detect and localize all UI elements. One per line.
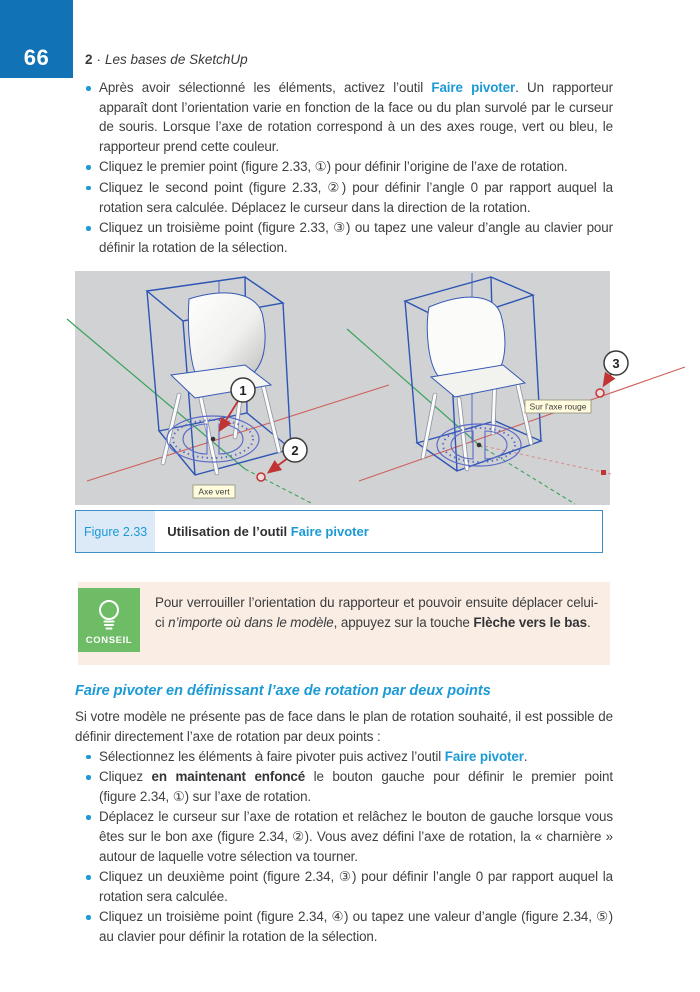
content-column: [75, 78, 620, 946]
rotation-origin-point: [477, 443, 482, 448]
list-item: [75, 867, 613, 906]
bullet-marker: [86, 165, 91, 170]
bullet-marker: [86, 875, 91, 880]
key-name: Flèche vers le bas: [473, 615, 587, 631]
bullet-text: Cliquez un troisième point (figure 2.33, ③) ou tapez une valeur d’angle au clavier pour définir la rotation de la sélection.: [99, 220, 613, 255]
list-item: [75, 767, 613, 806]
bullet-text-bold: en maintenant enfoncé: [151, 769, 306, 785]
tip-segment-italic: n’importe où dans le modèle: [168, 615, 334, 631]
bullet-text: Cliquez un deuxième point (figure 2.34, ③) pour définir l’angle 0 par rapport auquel la rotation sera calculée.: [99, 869, 613, 904]
figure-caption: [75, 510, 603, 553]
bullet-text: Cliquez le second point (figure 2.33, ②) pour définir l’angle 0 par rapport auquel la rotation sera calculée. Déplacez le curseur dans la direction de la rotation.: [99, 179, 613, 215]
bullet-marker: [86, 755, 91, 760]
chapter-number: 2: [85, 52, 93, 67]
page-header: [0, 0, 700, 78]
page-number: 66: [0, 0, 73, 78]
bullet-text: Cliquez un troisième point (figure 2.34, ④) ou tapez une valeur d’angle (figure 2.34, ⑤) au clavier pour définir la rotation de la sélection.: [99, 909, 613, 944]
callout-3-number: 3: [612, 356, 620, 372]
list-item: [75, 747, 613, 767]
list-item: [75, 218, 613, 257]
chapter-separator: ·: [96, 52, 102, 67]
sketchup-screenshot: [75, 271, 620, 505]
bullet-text: Déplacez le curseur sur l’axe de rotation et relâchez le bouton de gauche lorsque vous êtes sur le bon axe (figure 2.34, ②). Vous avez défini l’axe de rotation, la « charnière » autour de laquelle votre sélection va tourner.: [99, 809, 613, 864]
rotation-origin-point: [211, 437, 216, 442]
section-heading: Faire pivoter en définissant l’axe de rotation par deux points: [75, 683, 491, 700]
section-intro-paragraph: Si votre modèle ne présente pas de face dans le plan de rotation souhaité, il est possible de définir directement l’axe de rotation par deux points :: [75, 709, 613, 744]
tip-badge-label: CONSEIL: [85, 635, 133, 647]
list-item: [75, 907, 613, 946]
tooltip-axe-vert-label: Axe vert: [198, 486, 230, 497]
list-item: [75, 157, 613, 177]
bullet-marker: [86, 186, 91, 191]
bullet-marker: [86, 915, 91, 920]
tooltip-axe-vert: [193, 485, 235, 498]
list-item: [75, 807, 613, 866]
list-item: [75, 78, 613, 156]
list-item: [75, 178, 613, 217]
tip-segment: , appuyez sur la touche: [333, 615, 474, 631]
snap-point-2: [257, 473, 265, 481]
tip-badge: [78, 588, 140, 652]
callout-2-number: 2: [291, 443, 299, 459]
bullet-marker: [86, 86, 91, 91]
running-head: [85, 52, 248, 67]
bullet-text: . Un rapporteur apparaît dont l’orientation varie en fonction de la face ou du plan survolé par le curseur de souris. Lorsque l’axe de rotation correspond à un des axes rouge, vert ou bleu, le rapporteur prend cette couleur.: [99, 80, 613, 154]
tooltip-sur-laxe-rouge: [525, 400, 591, 413]
tool-name-link: Faire pivoter: [444, 748, 524, 764]
section-bullet-list: [75, 747, 613, 947]
tool-name-link: Faire pivoter: [431, 80, 516, 95]
figure-2-33-image: [75, 271, 620, 505]
bullet-text: le bouton gauche pour définir le premier point (figure 2.34, ①) sur l’axe de rotation.: [99, 769, 614, 804]
lightbulb-icon: [96, 599, 122, 631]
bullet-marker: [86, 775, 91, 780]
tip-text: [155, 582, 610, 644]
snap-point-3: [596, 389, 604, 397]
tip-segment: .: [586, 615, 591, 631]
bullet-text: Cliquez: [99, 769, 152, 785]
tip-segment: Pour verrouiller l’orientation du rapporteur et pouvoir ensuite déplacer celui-ci: [155, 595, 598, 631]
bullet-text: .: [523, 748, 528, 764]
bullet-text: Après avoir sélectionné les éléments, activez l’outil: [99, 80, 432, 95]
bullet-marker: [86, 815, 91, 820]
intro-bullet-list: [75, 78, 613, 257]
bullet-text: Cliquez le premier point (figure 2.33, ①) pour définir l’origine de l’axe de rotation.: [99, 159, 568, 175]
tooltip-sur-laxe-rouge-label: Sur l'axe rouge: [529, 401, 587, 412]
figure-caption-text: [155, 511, 369, 552]
tip-box: [78, 582, 610, 665]
bullet-marker: [86, 226, 91, 231]
chapter-title: Les bases de SketchUp: [105, 52, 248, 67]
bullet-text: Sélectionnez les éléments à faire pivoter puis activez l’outil: [99, 748, 445, 764]
red-inference-square: [601, 470, 606, 475]
figure-caption-label: Figure 2.33: [76, 511, 155, 552]
tool-name-link: Faire pivoter: [290, 524, 369, 540]
caption-text: Utilisation de l’outil: [167, 524, 291, 540]
callout-1-number: 1: [239, 383, 247, 399]
